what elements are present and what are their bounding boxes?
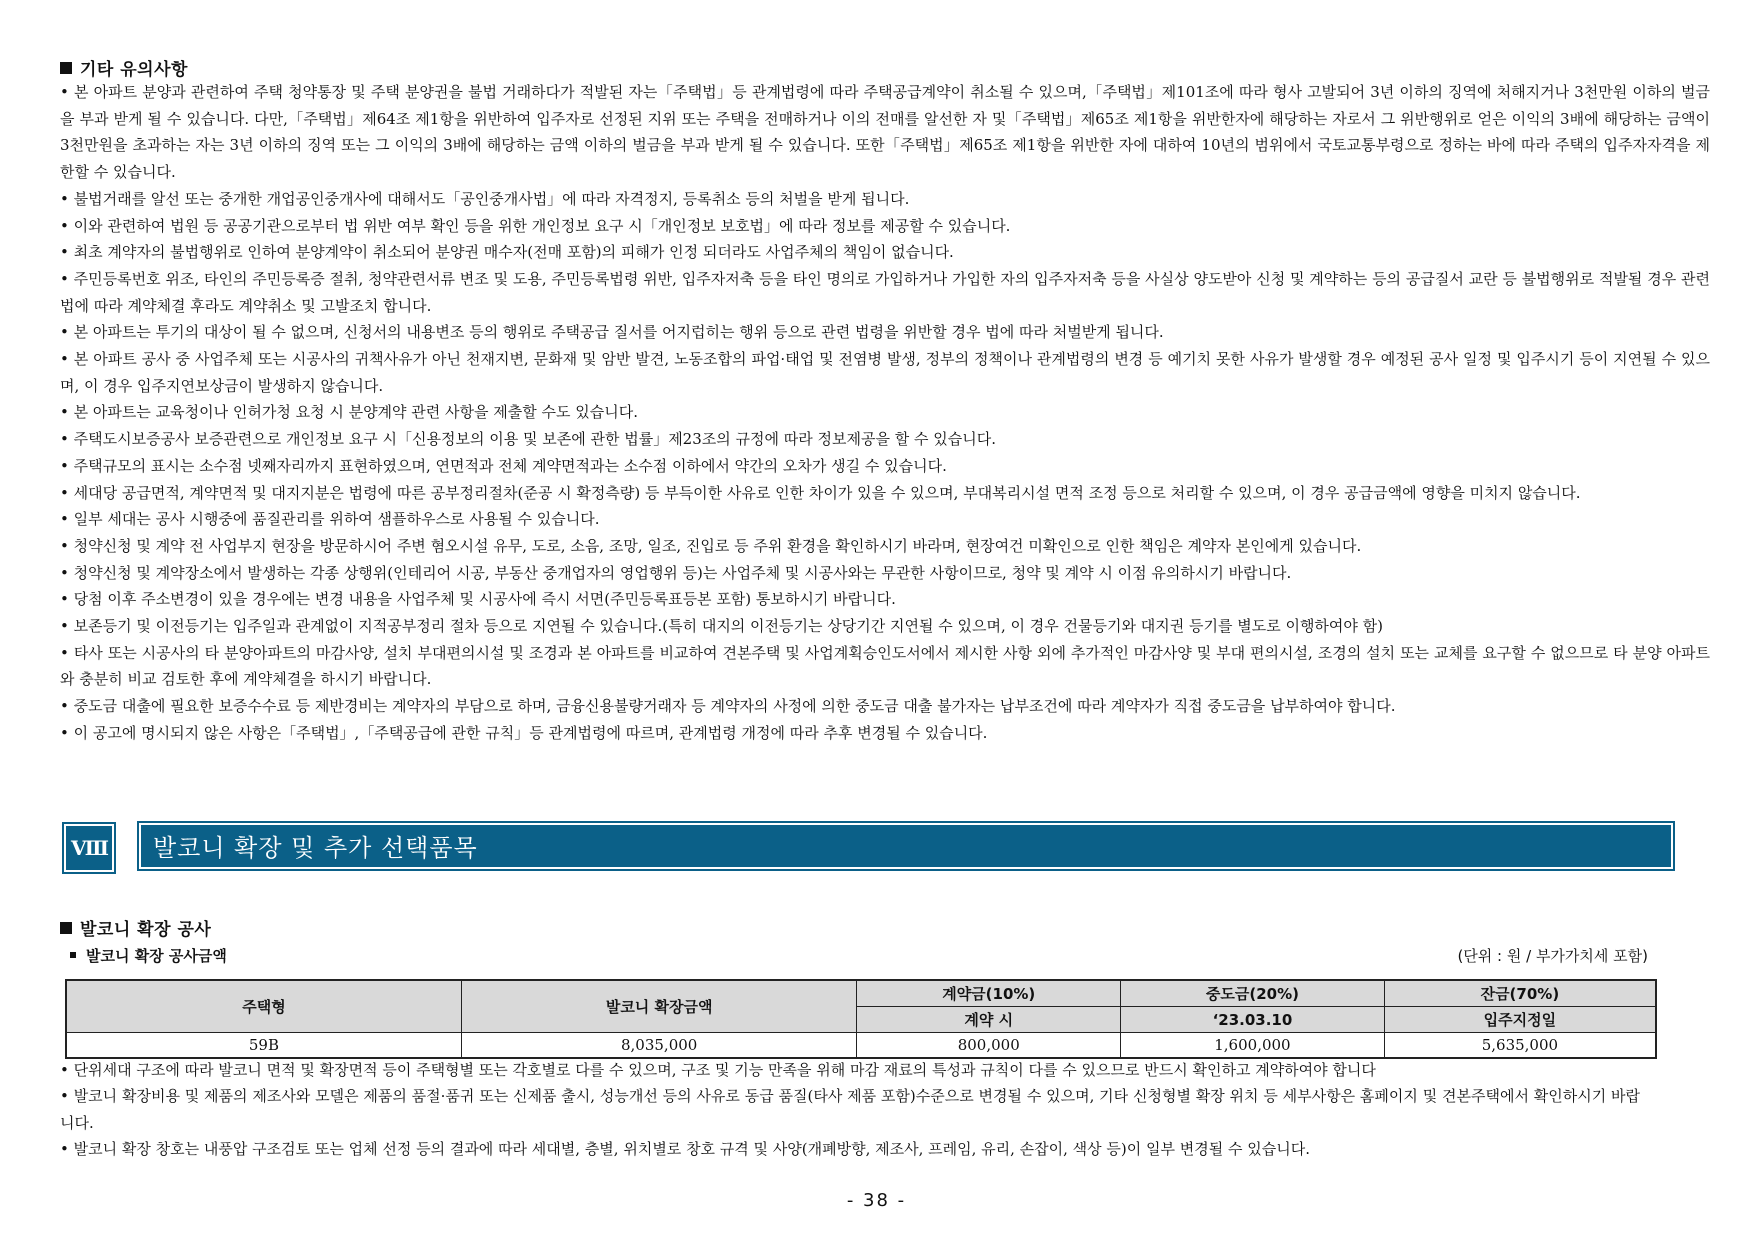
list-item-text: 발코니 확장비용 및 제품의 제조사와 모델은 제품의 품절·품귀 또는 신제품 출시, 성능개선 등의 사유로 동급 품질(타사 제품 포함)수준으로 변경될 수 있으며, 기타 신청형별 확장 위치 등 세부사항은 홈페이지 및 견본주택에서 확인하시기 바랍니다. <box>60 1087 1640 1132</box>
bullet-icon: • <box>60 323 69 342</box>
bullet-icon: • <box>60 1087 69 1106</box>
list-item <box>60 426 1710 453</box>
header-middle-sub: ‘23.03.10 <box>1121 1007 1385 1033</box>
list-item <box>60 560 1710 587</box>
bullet-icon: • <box>60 590 69 609</box>
list-item <box>60 213 1710 240</box>
list-item-text: 본 아파트 공사 중 사업주체 또는 시공사의 귀책사유가 아닌 천재지변, 문화재 및 암반 발견, 노동조합의 파업·태업 및 전염병 발생, 정부의 정책이나 관계법령의 변경 등 예기치 못한 사유가 발생할 경우 예정된 공사 일정 및 입주시기 등이 지연될 수 있으며, 이 경우 입주지연보상금이 발생하지 않습니다. <box>60 350 1710 395</box>
bullet-icon: • <box>60 350 69 369</box>
list-item-text: 본 아파트 분양과 관련하여 주택 청약통장 및 주택 분양권을 불법 거래하다가 적발된 자는「주택법」등 관계법령에 따라 주택공급계약이 취소될 수 있으며,「주택법」제101조에 따라 형사 고발되어 3년 이하의 징역에 처해지거나 3천만원 이하의 벌금을 부과 받게 될 수 있습니다. 다만,「주택법」제64조 제1항을 위반하여 입주자로 선정된 지위 또는 주택을 전매하거나 이의 전매를 알선한 자 및「주택법」제65조 제1항을 위반한자에 해당하는 자로서 그 위반행위로 얻은 이익의 3배에 해당하는 금액이 3천만원을 초과하는 자는 3년 이하의 징역 또는 그 이익의 3배에 해당하는 금액 이하의 벌금을 부과 받게 될 수 있습니다. 또한「주택법」제65조 제1항을 위반한 자에 대하여 10년의 범위에서 국토교통부령으로 정하는 바에 따라 주택의 입주자자격을 제한할 수 있습니다. <box>60 83 1710 182</box>
header-contract: 계약금(10%) <box>857 980 1121 1007</box>
list-item <box>60 453 1710 480</box>
list-item <box>60 506 1710 533</box>
list-item <box>60 186 1710 213</box>
list-item-text: 타사 또는 시공사의 타 분양아파트의 마감사양, 설치 부대편의시설 및 조경과 본 아파트를 비교하여 견본주택 및 사업계획승인도서에서 제시한 사항 외에 추가적인 마감사양 및 부대 편의시설, 조경의 설치 또는 교체를 요구할 수 없으므로 타 분양 아파트와 충분히 비교 검토한 후에 계약체결을 하시기 바랍니다. <box>60 643 1710 689</box>
section-heading-other <box>60 55 188 80</box>
balcony-price-table <box>65 979 1657 1059</box>
list-item <box>60 346 1710 399</box>
bullet-icon: • <box>60 1061 69 1079</box>
cell-contract: 800,000 <box>857 1033 1121 1059</box>
list-item-text: 주택도시보증공사 보증관련으로 개인정보 요구 시「신용정보의 이용 및 보존에 관한 법률」제23조의 규정에 따라 정보제공을 할 수 있습니다. <box>73 430 996 449</box>
list-item-text: 이 공고에 명시되지 않은 사항은「주택법」,「주택공급에 관한 규칙」등 관계법령에 따르며, 관계법령 개정에 따라 추후 변경될 수 있습니다. <box>73 723 988 742</box>
list-item <box>60 239 1710 266</box>
cell-amount: 8,035,000 <box>461 1033 856 1059</box>
bullet-icon: • <box>60 536 69 555</box>
list-item-text: 주민등록번호 위조, 타인의 주민등록증 절취, 청약관련서류 변조 및 도용, 주민등록법령 위반, 입주자저축 등을 타인 명의로 가입하거나 가입한 자의 입주자저축 등을 사실상 양도받아 신청 및 계약하는 등의 공급질서 교란 등 불법행위로 적발될 경우 관련법에 따라 계약체결 후라도 계약취소 및 고발조치 합니다. <box>60 269 1710 315</box>
list-item-text: 청약신청 및 계약장소에서 발생하는 각종 상행위(인테리어 시공, 부동산 중개업자의 영업행위 등)는 사업주체 및 시공사와는 무관한 사항이므로, 청약 및 계약 시 이점 유의하시기 바랍니다. <box>73 563 1292 582</box>
cell-middle: 1,600,000 <box>1121 1033 1385 1059</box>
bullet-icon: • <box>60 510 69 529</box>
sub-heading-balcony-price <box>70 945 227 966</box>
bullet-icon: • <box>60 483 69 502</box>
section-heading-text: 기타 유의사항 <box>80 60 188 80</box>
list-item-text: 중도금 대출에 필요한 보증수수료 등 제반경비는 계약자의 부담으로 하며, 금융신용불량거래자 등 계약자의 사정에 의한 중도금 대출 불가자는 납부조건에 따라 계약자가 직접 중도금을 납부하여야 합니다. <box>73 697 1396 716</box>
list-item-text: 본 아파트는 교육청이나 인허가청 요청 시 분양계약 관련 사항을 제출할 수도 있습니다. <box>73 403 639 422</box>
bullet-icon: • <box>60 643 69 662</box>
list-item-text: 본 아파트는 투기의 대상이 될 수 없으며, 신청서의 내용변조 등의 행위로 주택공급 질서를 어지럽히는 행위 등으로 관련 법령을 위반할 경우 법에 따라 처벌받게 됩니다. <box>73 323 1164 342</box>
list-item <box>60 1057 1640 1083</box>
cell-balance: 5,635,000 <box>1384 1033 1656 1059</box>
header-contract-sub: 계약 시 <box>857 1007 1121 1033</box>
table-row <box>66 1033 1656 1059</box>
sub-heading-text: 발코니 확장 공사금액 <box>86 947 227 965</box>
bullet-icon: • <box>60 697 69 716</box>
list-item-text: 발코니 확장 창호는 내풍압 구조검토 또는 업체 선정 등의 결과에 따라 세대별, 층별, 위치별로 창호 규격 및 사양(개폐방향, 제조사, 프레임, 유리, 손잡이, 색상 등)이 일부 변경될 수 있습니다. <box>73 1139 1311 1158</box>
list-item <box>60 640 1710 693</box>
bullet-icon: • <box>60 403 69 422</box>
square-bullet-icon <box>60 62 72 74</box>
notes-list-other <box>60 79 1710 747</box>
list-item <box>60 480 1710 507</box>
list-item-text: 최초 계약자의 불법행위로 인하여 분양계약이 취소되어 분양권 매수자(전매 포함)의 피해가 인정 되더라도 사업주체의 책임이 없습니다. <box>73 243 954 262</box>
bullet-icon: • <box>60 189 69 208</box>
list-item-text: 단위세대 구조에 따라 발코니 면적 및 확장면적 등이 주택형별 또는 각호별로 다를 수 있으며, 구조 및 기능 만족을 위해 마감 재료의 특성과 규칙이 다를 수 있으므로 반드시 확인하고 계약하여야 합니다 <box>73 1061 1376 1079</box>
small-square-bullet-icon <box>70 952 76 958</box>
notes-list-balcony <box>60 1057 1640 1162</box>
square-bullet-icon <box>60 922 72 934</box>
list-item-text: 청약신청 및 계약 전 사업부지 현장을 방문하시어 주변 혐오시설 유무, 도로, 소음, 조망, 일조, 진입로 등 주위 환경을 확인하시기 바라며, 현장여건 미확인으로 인한 책임은 계약자 본인에게 있습니다. <box>73 536 1362 555</box>
bullet-icon: • <box>60 430 69 449</box>
bullet-icon: • <box>60 83 69 101</box>
bullet-icon: • <box>60 216 69 235</box>
list-item-text: 세대당 공급면적, 계약면적 및 대지지분은 법령에 따른 공부정리절차(준공 시 확정측량) 등 부득이한 사유로 인한 차이가 있을 수 있으며, 부대복리시설 면적 조정 등으로 처리할 수 있으며, 이 경우 공급금액에 영향을 미치지 않습니다. <box>73 483 1581 502</box>
list-item-text: 보존등기 및 이전등기는 입주일과 관계없이 지적공부정리 절차 등으로 지연될 수 있습니다.(특히 대지의 이전등기는 상당기간 지연될 수 있으며, 이 경우 건물등기와 대지권 등기를 별도로 이행하여야 함) <box>73 617 1384 636</box>
list-item <box>60 586 1710 613</box>
list-item-text: 불법거래를 알선 또는 중개한 개업공인중개사에 대해서도「공인중개사법」에 따라 자격정지, 등록취소 등의 처벌을 받게 됩니다. <box>73 189 910 208</box>
chapter-number-badge: Ⅷ <box>64 824 114 872</box>
list-item <box>60 79 1710 186</box>
unit-note: (단위 : 원 / 부가가치세 포함) <box>1457 947 1648 965</box>
bullet-icon: • <box>60 269 69 288</box>
list-item <box>60 1136 1640 1162</box>
bullet-icon: • <box>60 243 69 262</box>
header-house-type: 주택형 <box>66 980 461 1033</box>
table-header-row <box>66 980 1656 1007</box>
list-item <box>60 266 1710 319</box>
list-item <box>60 533 1710 560</box>
chapter-title-banner: 발코니 확장 및 추가 선택품목 <box>139 823 1673 869</box>
list-item-text: 당첨 이후 주소변경이 있을 경우에는 변경 내용을 사업주체 및 시공사에 즉시 서면(주민등록표등본 포함) 통보하시기 바랍니다. <box>73 590 896 609</box>
list-item <box>60 720 1710 747</box>
list-item <box>60 399 1710 426</box>
header-balance: 잔금(70%) <box>1384 980 1656 1007</box>
header-balance-sub: 입주지정일 <box>1384 1007 1656 1033</box>
list-item <box>60 613 1710 640</box>
page-number: - 38 - <box>846 1190 907 1211</box>
list-item <box>60 1083 1640 1136</box>
list-item-text: 일부 세대는 공사 시행중에 품질관리를 위하여 샘플하우스로 사용될 수 있습니다. <box>73 510 600 529</box>
list-item <box>60 319 1710 346</box>
header-middle: 중도금(20%) <box>1121 980 1385 1007</box>
list-item-text: 이와 관련하여 법원 등 공공기관으로부터 법 위반 여부 확인 등을 위한 개인정보 요구 시「개인정보 보호법」에 따라 정보를 제공할 수 있습니다. <box>73 216 1011 235</box>
bullet-icon: • <box>60 723 69 742</box>
cell-type: 59B <box>66 1033 461 1059</box>
section-heading-balcony <box>60 915 211 940</box>
bullet-icon: • <box>60 563 69 582</box>
section-heading-text: 발코니 확장 공사 <box>80 920 212 940</box>
bullet-icon: • <box>60 617 69 636</box>
header-amount: 발코니 확장금액 <box>461 980 856 1033</box>
bullet-icon: • <box>60 1139 69 1158</box>
list-item <box>60 693 1710 720</box>
bullet-icon: • <box>60 456 69 475</box>
list-item-text: 주택규모의 표시는 소수점 넷째자리까지 표현하였으며, 연면적과 전체 계약면적과는 소수점 이하에서 약간의 오차가 생길 수 있습니다. <box>73 456 947 475</box>
